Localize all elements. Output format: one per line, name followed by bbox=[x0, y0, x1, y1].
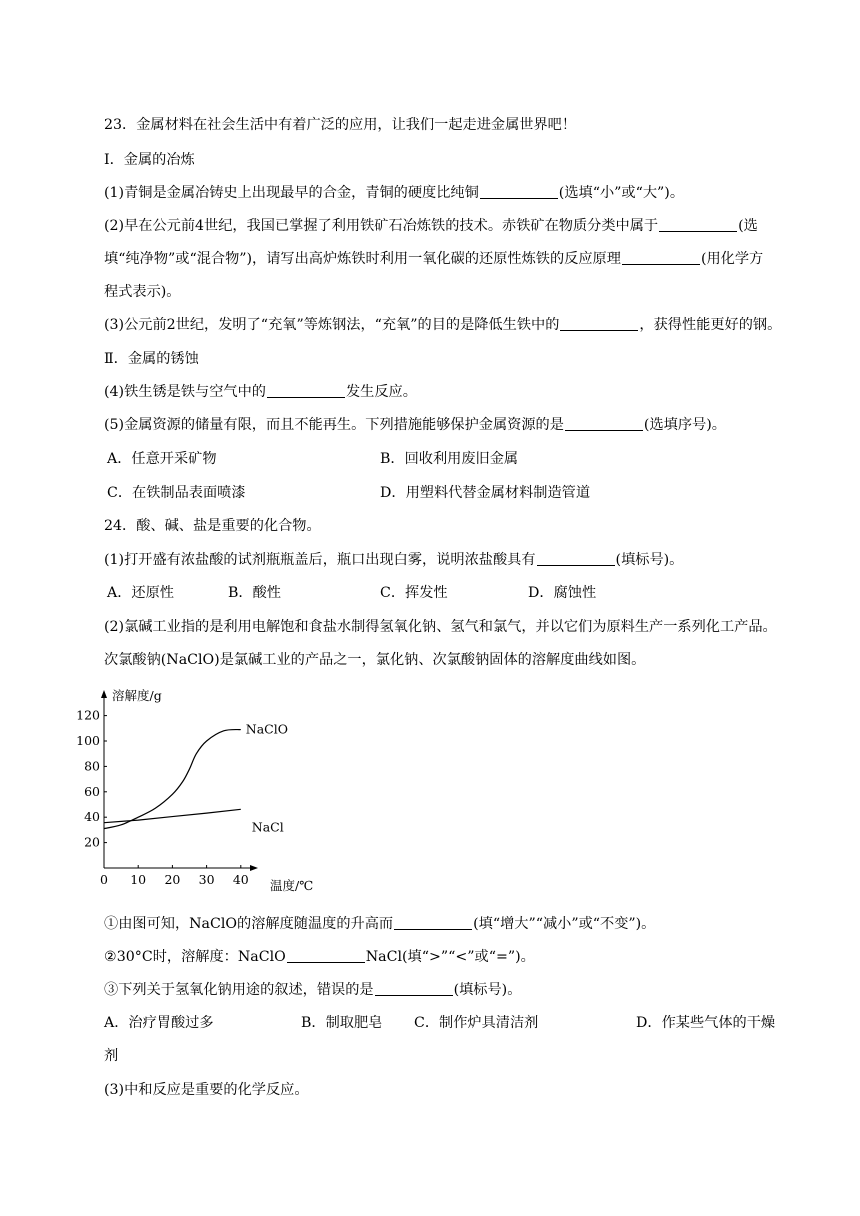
q24-p1-option-b[interactable]: B．酸性 bbox=[228, 585, 281, 601]
chart-axes bbox=[101, 690, 258, 871]
answer-blank[interactable] bbox=[375, 981, 453, 996]
y-tick-label: 120 bbox=[76, 707, 100, 723]
q24-s3-option-a[interactable]: A．治疗胃酸过多 bbox=[104, 1015, 214, 1031]
q23-part1: (1)青铜是金属冶铸史上出现最早的合金，青铜的硬度比纯铜 (选填“小”或“大”)。 bbox=[104, 185, 685, 201]
q23-part2-line1: (2)早在公元前4世纪，我国已掌握了利用铁矿石冶炼铁的技术。赤铁矿在物质分类中属于 (选 bbox=[104, 218, 758, 234]
q24-s3-option-d[interactable]: D．作某些气体的干燥 bbox=[636, 1015, 776, 1031]
q23-part2-line3: 程式表示)。 bbox=[104, 284, 181, 300]
y-axis-label: 溶解度/g bbox=[112, 688, 162, 703]
answer-blank[interactable] bbox=[480, 184, 558, 199]
q24-part3: (3)中和反应是重要的化学反应。 bbox=[104, 1082, 309, 1098]
q23-option-a[interactable]: A．任意开采矿物 bbox=[107, 451, 217, 467]
q23-option-c[interactable]: C．在铁制品表面喷漆 bbox=[107, 485, 246, 501]
q24-part2-line1: (2)氯碱工业指的是利用电解饱和食盐水制得氢氧化钠、氢气和氯气，并以它们为原料生产一系列化工产品。 bbox=[104, 619, 777, 635]
y-axis-arrow bbox=[101, 690, 107, 698]
answer-blank[interactable] bbox=[565, 416, 643, 431]
q23-part5: (5)金属资源的储量有限，而且不能再生。下列措施能够保护金属资源的是 (选填序号)。 bbox=[104, 417, 726, 433]
q24-sub2: ②30°C时，溶解度：NaClO NaCl(填“>”“<”或“=”)。 bbox=[104, 949, 535, 965]
x-tick-label: 20 bbox=[164, 872, 181, 887]
q24-p1-option-d[interactable]: D．腐蚀性 bbox=[528, 585, 597, 601]
answer-blank[interactable] bbox=[394, 915, 472, 930]
x-tick-label: 10 bbox=[130, 872, 147, 887]
series-line-nacl bbox=[104, 809, 241, 822]
y-tick-label: 100 bbox=[76, 733, 100, 748]
series-label-nacl: NaCl bbox=[251, 819, 284, 835]
q24-sub3: ③下列关于氢氧化钠用途的叙述，错误的是 (填标号)。 bbox=[104, 982, 522, 998]
answer-blank[interactable] bbox=[659, 217, 737, 232]
x-tick-label: 0 bbox=[100, 872, 108, 887]
y-tick-label: 80 bbox=[84, 758, 100, 774]
q23-option-d[interactable]: D．用塑料代替金属材料制造管道 bbox=[380, 485, 591, 501]
q24-part1: (1)打开盛有浓盐酸的试剂瓶瓶盖后，瓶口出现白雾，说明浓盐酸具有 (填标号)。 bbox=[104, 552, 684, 568]
q24-p1-option-a[interactable]: A．还原性 bbox=[107, 585, 174, 601]
q24-sub1: ①由图可知，NaClO的溶解度随温度的升高而 (填“增大”“减小”或“不变”)。 bbox=[104, 916, 656, 932]
q24-s3-option-d-cont: 剂 bbox=[104, 1048, 119, 1064]
answer-blank[interactable] bbox=[537, 551, 615, 566]
q24-p1-option-c[interactable]: C．挥发性 bbox=[380, 585, 448, 601]
solubility-chart bbox=[76, 684, 340, 896]
x-axis-label: 温度/℃ bbox=[270, 878, 314, 893]
chart-ticks bbox=[76, 708, 249, 887]
y-tick-label: 60 bbox=[84, 783, 100, 799]
series-line-naclo bbox=[104, 730, 241, 829]
x-tick-label: 40 bbox=[232, 872, 249, 887]
chart-series bbox=[104, 722, 288, 835]
x-tick-label: 30 bbox=[198, 872, 215, 887]
answer-blank[interactable] bbox=[267, 383, 345, 398]
q23-section2-heading: Ⅱ．金属的锈蚀 bbox=[104, 351, 199, 367]
answer-blank[interactable] bbox=[560, 316, 638, 331]
q23-title: 23．金属材料在社会生活中有着广泛的应用，让我们一起走进金属世界吧！ bbox=[104, 117, 577, 133]
q24-s3-option-b[interactable]: B．制取肥皂 bbox=[301, 1015, 383, 1031]
q24-s3-option-c[interactable]: C．制作炉具清洁剂 bbox=[414, 1015, 539, 1031]
q23-option-b[interactable]: B．回收利用废旧金属 bbox=[380, 451, 519, 467]
y-tick-label: 40 bbox=[84, 809, 100, 825]
y-tick-label: 20 bbox=[84, 834, 100, 850]
q23-part4: (4)铁生锈是铁与空气中的 发生反应。 bbox=[104, 384, 417, 400]
answer-blank[interactable] bbox=[287, 948, 365, 963]
x-axis-arrow bbox=[250, 865, 258, 871]
series-label-naclo: NaClO bbox=[245, 721, 289, 737]
q23-part3: (3)公元前2世纪，发明了“充氧”等炼钢法，“充氧”的目的是降低生铁中的 ，获得性能更好的钢。 bbox=[104, 317, 782, 333]
q23-part2-line2: 填“纯净物”或“混合物”)，请写出高炉炼铁时利用一氧化碳的还原性炼铁的反应原理 (用化学方 bbox=[104, 251, 764, 267]
answer-blank[interactable] bbox=[622, 250, 700, 265]
q24-part2-line2: 次氯酸钠(NaClO)是氯碱工业的产品之一，氯化钠、次氯酸钠固体的溶解度曲线如图。 bbox=[104, 652, 646, 668]
q24-title: 24．酸、碱、盐是重要的化合物。 bbox=[104, 518, 321, 534]
q23-section1-heading: Ⅰ．金属的冶炼 bbox=[104, 152, 195, 168]
